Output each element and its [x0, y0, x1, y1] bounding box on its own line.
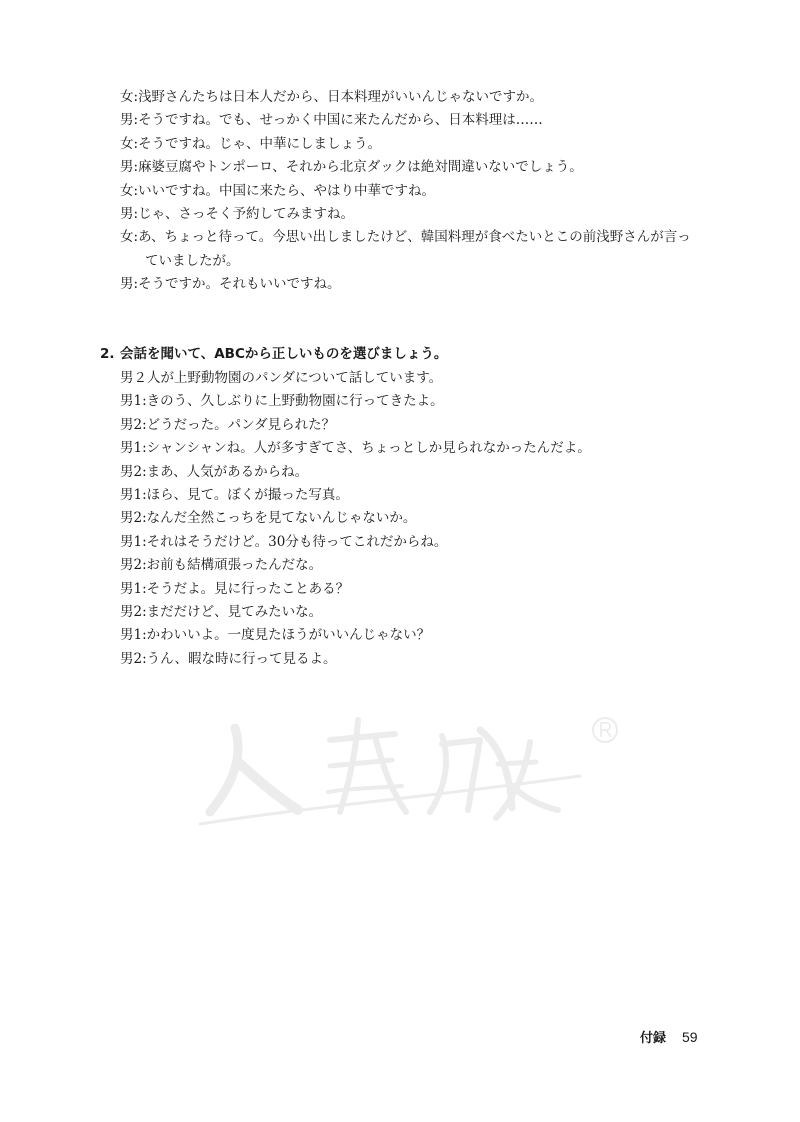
dialogue-line	[120, 507, 730, 530]
speaker-label: 男2:	[120, 510, 147, 527]
line-text: そうですね。じゃ、中華にしましょう。	[138, 135, 382, 152]
line-text: かわいいよ。一度見たほうがいいんじゃない？	[146, 627, 431, 644]
line-text: 浅野さんたちは日本人だから、日本料理がいいんじゃないですか。	[138, 89, 544, 105]
line-text: そうだよ。見に行ったことある？	[146, 580, 350, 597]
page-number: 59	[682, 1029, 698, 1045]
speaker-label: 男2:	[120, 650, 147, 667]
dialogue-line	[120, 601, 730, 624]
line-text: ほら、見て。ぼくが撮った写真。	[146, 486, 349, 503]
dialogue-line	[120, 578, 730, 601]
dialogue-line	[120, 109, 730, 132]
line-text: なんだ全然こっちを見てないんじゃないか。	[146, 510, 417, 527]
speaker-label: 男2:	[120, 557, 147, 574]
dialogue-line	[120, 203, 730, 226]
dialogue-line-continuation	[120, 250, 730, 273]
line-text: どうだった。パンダ見られた？	[146, 416, 336, 433]
line-text: シャンシャンね。人が多すぎてさ、ちょっとしか見られなかったんだよ。	[146, 440, 591, 457]
speaker-label: 男1:	[120, 627, 147, 644]
line-text: まあ、人気があるからね。	[146, 463, 309, 480]
intro-text: 男２人が上野動物園のパンダについて話しています。	[120, 370, 443, 386]
dialogue-line	[120, 156, 730, 179]
dialogue-1	[120, 86, 730, 297]
dialogue-line	[120, 554, 730, 577]
speaker-label: 男2:	[120, 416, 147, 433]
speaker-label: 女:	[120, 229, 139, 246]
dialogue-line	[120, 273, 730, 296]
line-text: いいですね。中国に来たら、やはり中華ですね。	[138, 182, 436, 199]
dialogue-2	[120, 367, 730, 671]
dialogue-line	[120, 531, 730, 554]
line-text: ていましたが。	[145, 252, 240, 269]
dialogue-line	[120, 414, 730, 437]
line-text: じゃ、さっそく予約してみますね。	[138, 205, 355, 222]
dialogue-line	[120, 390, 730, 413]
speaker-label: 男2:	[120, 603, 147, 620]
line-text: お前も結構頑張ったんだな。	[146, 557, 323, 574]
dialogue-line	[120, 437, 730, 460]
speaker-label: 女:	[120, 182, 139, 199]
speaker-label: 男1:	[120, 533, 147, 550]
dialogue-line	[120, 180, 730, 203]
line-text: あ、ちょっと待って。今思い出しましたけど、韓国料理が食べたいとこの前浅野さんが言っ	[138, 229, 691, 246]
speaker-label: 男1:	[120, 580, 147, 597]
dialogue-intro	[120, 367, 730, 390]
dialogue-line	[120, 133, 730, 156]
section-title: 会話を聞いて、ABCから正しいものを選びましょう。	[120, 346, 448, 362]
speaker-label: 女:	[120, 89, 139, 105]
speaker-label: 男2:	[120, 463, 147, 480]
speaker-label: 男:	[120, 276, 139, 293]
line-text: まだだけど、見てみたいな。	[146, 603, 323, 620]
speaker-label: 男1:	[120, 440, 147, 457]
dialogue-line	[120, 226, 730, 249]
section-number: 2.	[100, 346, 115, 362]
speaker-label: 男:	[120, 205, 139, 222]
section-heading	[100, 343, 447, 366]
speaker-label: 男:	[120, 112, 139, 129]
publisher-watermark-icon	[180, 700, 640, 840]
dialogue-line	[120, 461, 730, 484]
line-text: そうですね。でも、せっかく中国に来たんだから、日本料理は……	[138, 112, 543, 129]
line-text: それはそうだけど。30分も待ってこれだからね。	[146, 533, 448, 550]
line-text: うん、暇な時に行って見るよ。	[146, 650, 337, 667]
line-text: そうですか。それもいいですね。	[138, 276, 341, 293]
footer-label: 付録	[640, 1031, 667, 1046]
dialogue-line	[120, 648, 730, 671]
speaker-label: 男1:	[120, 486, 147, 503]
page-footer	[640, 1027, 698, 1046]
speaker-label: 男:	[120, 159, 139, 176]
line-text: きのう、久しぶりに上野動物園に行ってきたよ。	[146, 393, 444, 410]
dialogue-line	[120, 624, 730, 647]
dialogue-line	[120, 86, 730, 109]
speaker-label: 女:	[120, 135, 139, 152]
speaker-label: 男1:	[120, 393, 147, 410]
line-text: 麻婆豆腐やトンポーロ、それから北京ダックは絶対間違いないでしょう。	[138, 159, 583, 176]
dialogue-line	[120, 484, 730, 507]
